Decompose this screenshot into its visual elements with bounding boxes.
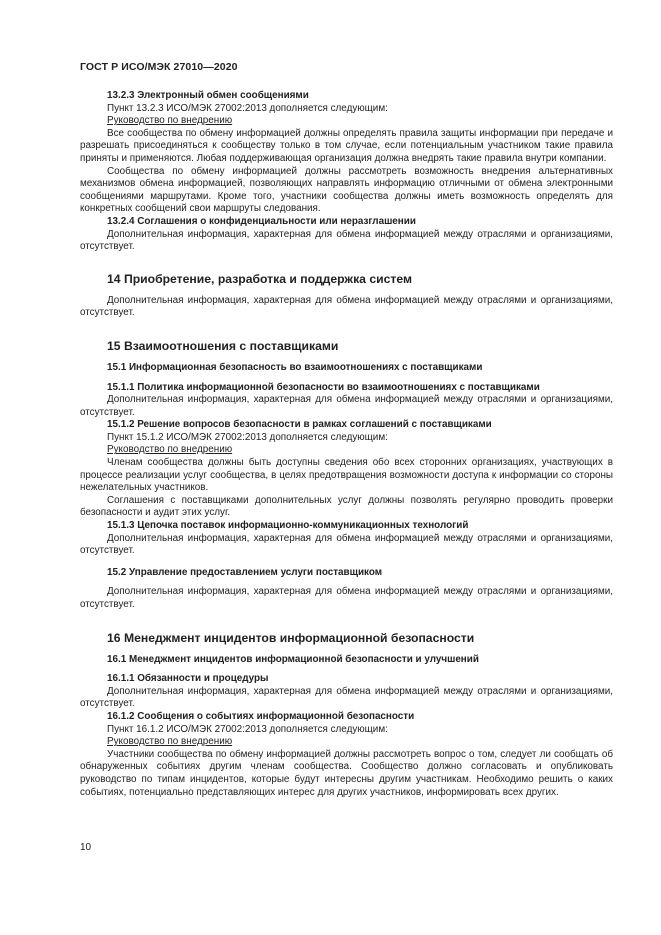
paragraph: Все сообщества по обмену информацией должны определять правила защиты информации при передаче и разрешать присоединяться к сообществу только в том случае, если потенциальным участником такие правила приняты и применяются. Любая поддерживающая организация должна внедрять такие правила внутри компании. (80, 127, 613, 164)
paragraph: Пункт 16.1.2 ИСО/МЭК 27002:2013 дополняется следующим: (107, 723, 388, 735)
paragraph: Дополнительная информация, характерная для обмена информацией между отраслями и организациями, отсутствует. (80, 394, 613, 418)
clause-13-2-4-heading: 13.2.4 Соглашения о конфиденциальности или неразглашении (107, 215, 416, 227)
clause-16-1-2-heading: 16.1.2 Сообщения о событиях информационной безопасности (107, 710, 415, 722)
section-14-heading: 14 Приобретение, разработка и поддержка систем (107, 271, 412, 286)
clause-16-1-1-heading: 16.1.1 Обязанности и процедуры (107, 673, 269, 685)
paragraph: Дополнительная информация, характерная для обмена информацией между отраслями и организациями, отсутствует. (80, 532, 613, 557)
paragraph: Дополнительная информация, характерная для обмена информацией между отраслями и организациями, отсутствует. (80, 294, 613, 319)
clause-15-2-heading: 15.2 Управление предоставлением услуги поставщиком (107, 566, 383, 578)
document-body (80, 90, 613, 799)
section-15-heading: 15 Взаимоотношения с поставщиками (107, 338, 339, 353)
paragraph: Дополнительная информация, характерная для обмена информацией между отраслями и организациями, отсутствует. (80, 228, 613, 253)
clause-13-2-3-heading: 13.2.3 Электронный обмен сообщениями (107, 90, 309, 101)
paragraph: Членам сообщества должны быть доступны сведения обо всех сторонних организациях, участвующих в процессе реализации услуг сообщества, в целях предотвращения возможности доступа к информации со стороны нежелательных участников. (80, 457, 613, 494)
paragraph: Пункт 15.1.2 ИСО/МЭК 27002:2013 дополняется следующим: (107, 431, 388, 443)
paragraph: Участники сообщества по обмену информацией должны рассмотреть вопрос о том, следует ли сообщать об обнаруженных событиях другим членам сообщества. Сообщество должно согласовать и опубликовать руководство по типам инцидентов, которые будут интересны другим участникам. Необходимо решить о каких событиях, потенциально представляющих интерес для других участников, информировать всех других. (80, 748, 613, 798)
paragraph: Пункт 13.2.3 ИСО/МЭК 27002:2013 дополняется следующим: (107, 102, 388, 114)
clause-15-1-heading: 15.1 Информационная безопасность во взаимоотношениях с поставщиками (107, 361, 483, 373)
document-header: ГОСТ Р ИСО/МЭК 27010—2020 (80, 61, 238, 73)
paragraph: Дополнительная информация, характерная для обмена информацией между отраслями и организациями, отсутствует. (80, 586, 613, 610)
implementation-guidance-label: Руководство по внедрению (107, 115, 233, 127)
clause-15-1-2-heading: 15.1.2 Решение вопросов безопасности в рамках соглашений с поставщиками (107, 419, 492, 431)
clause-16-1-heading: 16.1 Менеджмент инцидентов информационной безопасности и улучшений (107, 653, 479, 665)
paragraph: Дополнительная информация, характерная для обмена информацией между отраслями и организациями, отсутствует. (80, 685, 613, 710)
paragraph: Сообщества по обмену информацией должны рассмотреть возможность внедрения альтернативных механизмов обмена информацией, позволяющих направлять информацию отличными от обмена электронными сообщениями маршрутами. Кроме того, участники сообщества должны иметь возможность определять для конкретных сообщений свои маршруты следования. (80, 165, 613, 215)
clause-15-1-1-heading: 15.1.1 Политика информационной безопасности во взаимоотношениях с поставщиками (107, 381, 540, 393)
clause-15-1-3-heading: 15.1.3 Цепочка поставок информационно-коммуникационных технологий (107, 520, 469, 532)
page-number: 10 (80, 842, 92, 853)
paragraph: Соглашения с поставщиками дополнительных услуг должны позволять регулярно проводить проверки безопасности и аудит этих услуг. (80, 494, 613, 519)
implementation-guidance-label: Руководство по внедрению (107, 736, 233, 748)
implementation-guidance-label: Руководство по внедрению (107, 444, 233, 456)
section-16-heading: 16 Менеджмент инцидентов информационной безопасности (107, 630, 475, 645)
